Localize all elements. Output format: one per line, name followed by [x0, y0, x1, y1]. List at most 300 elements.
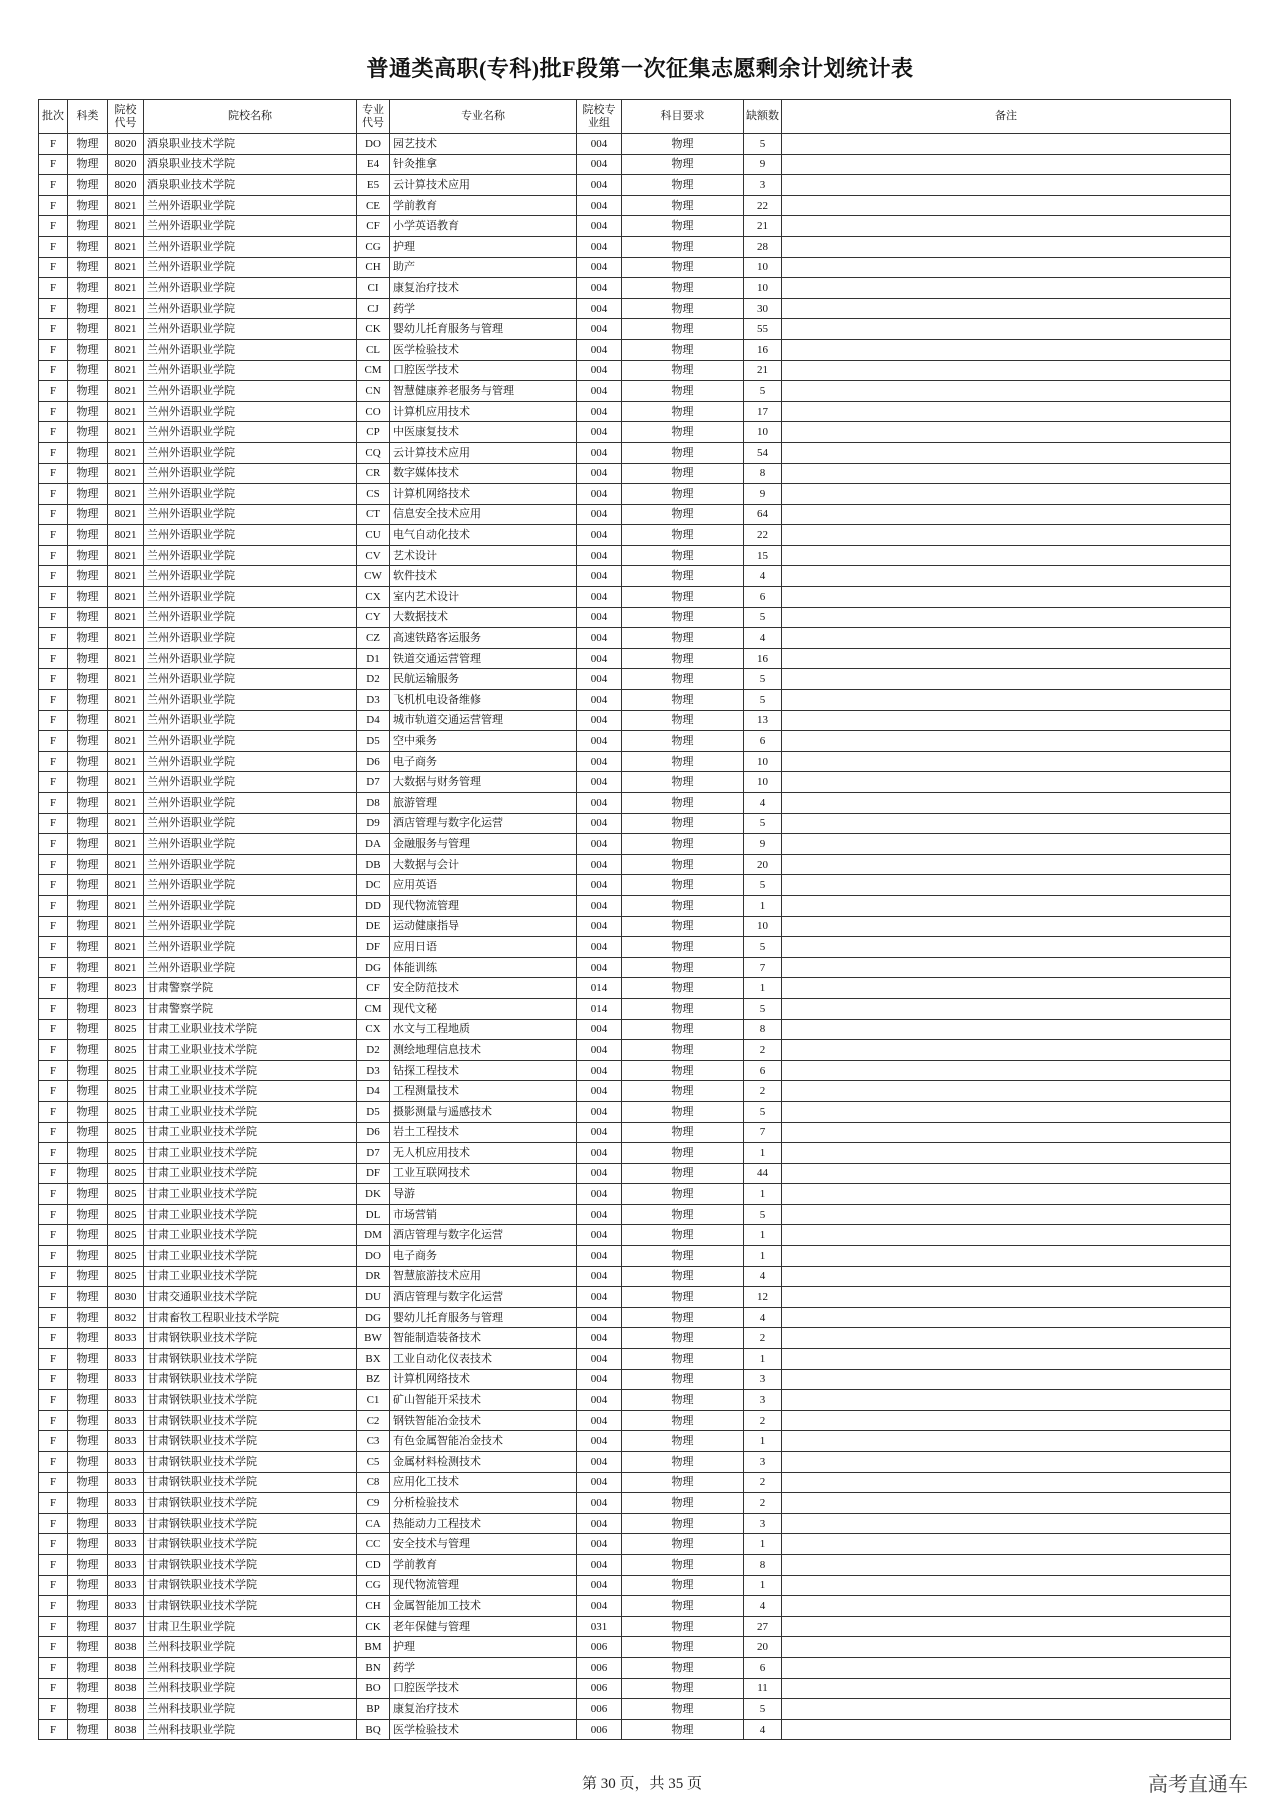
- subject-requirement-cell: 物理: [622, 587, 744, 608]
- school-code-cell: 8033: [108, 1554, 144, 1575]
- subject-category-cell: 物理: [68, 607, 108, 628]
- vacancy-count-cell: 6: [744, 587, 782, 608]
- school-code-cell: 8021: [108, 587, 144, 608]
- major-name-cell: 计算机网络技术: [390, 1369, 577, 1390]
- major-code-cell: CO: [357, 401, 390, 422]
- header-major-code: 专业 代号: [357, 100, 390, 134]
- school-code-cell: 8038: [108, 1678, 144, 1699]
- header-remarks: 备注: [782, 100, 1231, 134]
- school-code-cell: 8021: [108, 895, 144, 916]
- subject-requirement-cell: 物理: [622, 1678, 744, 1699]
- batch-cell: F: [39, 1452, 68, 1473]
- major-group-cell: 004: [577, 1410, 622, 1431]
- major-group-cell: 004: [577, 236, 622, 257]
- subject-requirement-cell: 物理: [622, 895, 744, 916]
- subject-category-cell: 物理: [68, 1534, 108, 1555]
- remarks-cell: [782, 175, 1231, 196]
- major-group-cell: 004: [577, 339, 622, 360]
- batch-cell: F: [39, 731, 68, 752]
- remarks-cell: [782, 1081, 1231, 1102]
- table-row: [39, 504, 1231, 525]
- school-name-cell: 兰州外语职业学院: [144, 813, 357, 834]
- vacancy-count-cell: 64: [744, 504, 782, 525]
- major-group-cell: 004: [577, 813, 622, 834]
- major-group-cell: 004: [577, 751, 622, 772]
- major-code-cell: CD: [357, 1554, 390, 1575]
- school-name-cell: 甘肃钢铁职业技术学院: [144, 1534, 357, 1555]
- subject-category-cell: 物理: [68, 1575, 108, 1596]
- page-number: 第 30 页，共 35 页: [581, 1776, 702, 1792]
- subject-requirement-cell: 物理: [622, 1143, 744, 1164]
- major-group-cell: 004: [577, 216, 622, 237]
- subject-category-cell: 物理: [68, 1101, 108, 1122]
- vacancy-count-cell: 10: [744, 751, 782, 772]
- batch-cell: F: [39, 1287, 68, 1308]
- subject-requirement-cell: 物理: [622, 607, 744, 628]
- major-code-cell: D5: [357, 731, 390, 752]
- major-code-cell: DA: [357, 834, 390, 855]
- vacancy-count-cell: 15: [744, 545, 782, 566]
- remarks-cell: [782, 401, 1231, 422]
- major-group-cell: 004: [577, 1060, 622, 1081]
- subject-category-cell: 物理: [68, 834, 108, 855]
- batch-cell: F: [39, 1390, 68, 1411]
- major-code-cell: CM: [357, 360, 390, 381]
- remarks-cell: [782, 1390, 1231, 1411]
- batch-cell: F: [39, 875, 68, 896]
- vacancy-count-cell: 4: [744, 793, 782, 814]
- school-name-cell: 兰州科技职业学院: [144, 1719, 357, 1740]
- vacancy-count-cell: 8: [744, 463, 782, 484]
- remarks-cell: [782, 216, 1231, 237]
- school-code-cell: 8033: [108, 1513, 144, 1534]
- major-code-cell: CK: [357, 1616, 390, 1637]
- major-code-cell: C8: [357, 1472, 390, 1493]
- school-code-cell: 8020: [108, 154, 144, 175]
- major-name-cell: 计算机应用技术: [390, 401, 577, 422]
- subject-requirement-cell: 物理: [622, 813, 744, 834]
- subject-category-cell: 物理: [68, 1596, 108, 1617]
- major-name-cell: 工程测量技术: [390, 1081, 577, 1102]
- vacancy-count-cell: 3: [744, 1452, 782, 1473]
- major-code-cell: DO: [357, 134, 390, 155]
- header-subject-category: 科类: [68, 100, 108, 134]
- school-code-cell: 8032: [108, 1307, 144, 1328]
- remarks-cell: [782, 1575, 1231, 1596]
- remarks-cell: [782, 1184, 1231, 1205]
- school-name-cell: 兰州外语职业学院: [144, 834, 357, 855]
- subject-requirement-cell: 物理: [622, 957, 744, 978]
- remarks-cell: [782, 690, 1231, 711]
- remarks-cell: [782, 1452, 1231, 1473]
- school-code-cell: 8033: [108, 1534, 144, 1555]
- table-row: [39, 731, 1231, 752]
- table-row: [39, 1431, 1231, 1452]
- table-row: [39, 545, 1231, 566]
- batch-cell: F: [39, 1678, 68, 1699]
- batch-cell: F: [39, 484, 68, 505]
- major-group-cell: 004: [577, 257, 622, 278]
- remarks-cell: [782, 1266, 1231, 1287]
- vacancy-count-cell: 2: [744, 1040, 782, 1061]
- major-name-cell: 城市轨道交通运营管理: [390, 710, 577, 731]
- header-school-name: 院校名称: [144, 100, 357, 134]
- major-group-cell: 004: [577, 1122, 622, 1143]
- school-code-cell: 8025: [108, 1101, 144, 1122]
- vacancy-count-cell: 5: [744, 607, 782, 628]
- table-row: [39, 1637, 1231, 1658]
- batch-cell: F: [39, 1637, 68, 1658]
- major-name-cell: 婴幼儿托育服务与管理: [390, 1307, 577, 1328]
- vacancy-count-cell: 6: [744, 731, 782, 752]
- major-group-cell: 004: [577, 1328, 622, 1349]
- major-group-cell: 014: [577, 998, 622, 1019]
- vacancy-count-cell: 13: [744, 710, 782, 731]
- remarks-cell: [782, 545, 1231, 566]
- subject-category-cell: 物理: [68, 1204, 108, 1225]
- table-row: [39, 381, 1231, 402]
- major-group-cell: 004: [577, 1101, 622, 1122]
- table-row: [39, 1040, 1231, 1061]
- batch-cell: F: [39, 154, 68, 175]
- major-group-cell: 004: [577, 1575, 622, 1596]
- subject-category-cell: 物理: [68, 1019, 108, 1040]
- batch-cell: F: [39, 1493, 68, 1514]
- subject-category-cell: 物理: [68, 978, 108, 999]
- table-row: [39, 525, 1231, 546]
- school-code-cell: 8021: [108, 834, 144, 855]
- major-name-cell: 大数据与会计: [390, 854, 577, 875]
- school-name-cell: 酒泉职业技术学院: [144, 134, 357, 155]
- vacancy-count-cell: 5: [744, 813, 782, 834]
- subject-category-cell: 物理: [68, 1369, 108, 1390]
- remarks-cell: [782, 1287, 1231, 1308]
- batch-cell: F: [39, 1081, 68, 1102]
- table-row: [39, 1575, 1231, 1596]
- major-name-cell: 矿山智能开采技术: [390, 1390, 577, 1411]
- major-code-cell: CA: [357, 1513, 390, 1534]
- table-row: [39, 1019, 1231, 1040]
- subject-requirement-cell: 物理: [622, 1369, 744, 1390]
- school-name-cell: 兰州外语职业学院: [144, 298, 357, 319]
- batch-cell: F: [39, 339, 68, 360]
- batch-cell: F: [39, 545, 68, 566]
- school-name-cell: 兰州外语职业学院: [144, 895, 357, 916]
- remarks-cell: [782, 916, 1231, 937]
- subject-requirement-cell: 物理: [622, 422, 744, 443]
- major-name-cell: 智慧健康养老服务与管理: [390, 381, 577, 402]
- header-batch: 批次: [39, 100, 68, 134]
- batch-cell: F: [39, 381, 68, 402]
- remarks-cell: [782, 566, 1231, 587]
- table-row: [39, 1554, 1231, 1575]
- subject-requirement-cell: 物理: [622, 1431, 744, 1452]
- major-group-cell: 004: [577, 1513, 622, 1534]
- major-code-cell: CU: [357, 525, 390, 546]
- subject-category-cell: 物理: [68, 1493, 108, 1514]
- major-name-cell: 康复治疗技术: [390, 278, 577, 299]
- school-code-cell: 8021: [108, 236, 144, 257]
- major-group-cell: 004: [577, 1431, 622, 1452]
- school-name-cell: 兰州外语职业学院: [144, 731, 357, 752]
- subject-category-cell: 物理: [68, 1452, 108, 1473]
- subject-requirement-cell: 物理: [622, 1328, 744, 1349]
- major-group-cell: 004: [577, 1184, 622, 1205]
- school-code-cell: 8025: [108, 1163, 144, 1184]
- major-code-cell: C2: [357, 1410, 390, 1431]
- batch-cell: F: [39, 607, 68, 628]
- major-name-cell: 安全技术与管理: [390, 1534, 577, 1555]
- vacancy-count-cell: 21: [744, 360, 782, 381]
- table-row: [39, 834, 1231, 855]
- batch-cell: F: [39, 1328, 68, 1349]
- major-code-cell: CJ: [357, 298, 390, 319]
- school-code-cell: 8033: [108, 1575, 144, 1596]
- school-code-cell: 8025: [108, 1184, 144, 1205]
- school-code-cell: 8025: [108, 1143, 144, 1164]
- batch-cell: F: [39, 1657, 68, 1678]
- major-code-cell: D8: [357, 793, 390, 814]
- school-name-cell: 兰州外语职业学院: [144, 463, 357, 484]
- remarks-cell: [782, 957, 1231, 978]
- major-name-cell: 学前教育: [390, 195, 577, 216]
- subject-category-cell: 物理: [68, 1060, 108, 1081]
- batch-cell: F: [39, 236, 68, 257]
- batch-cell: F: [39, 1699, 68, 1720]
- school-code-cell: 8021: [108, 216, 144, 237]
- school-name-cell: 甘肃钢铁职业技术学院: [144, 1513, 357, 1534]
- major-code-cell: CT: [357, 504, 390, 525]
- subject-requirement-cell: 物理: [622, 1534, 744, 1555]
- subject-requirement-cell: 物理: [622, 1596, 744, 1617]
- major-name-cell: 钢铁智能冶金技术: [390, 1410, 577, 1431]
- major-code-cell: CQ: [357, 442, 390, 463]
- school-name-cell: 甘肃工业职业技术学院: [144, 1184, 357, 1205]
- major-name-cell: 测绘地理信息技术: [390, 1040, 577, 1061]
- major-group-cell: 004: [577, 1143, 622, 1164]
- school-code-cell: 8021: [108, 793, 144, 814]
- school-name-cell: 兰州外语职业学院: [144, 916, 357, 937]
- major-code-cell: D5: [357, 1101, 390, 1122]
- school-code-cell: 8021: [108, 957, 144, 978]
- school-code-cell: 8023: [108, 978, 144, 999]
- table-row: [39, 484, 1231, 505]
- batch-cell: F: [39, 854, 68, 875]
- major-name-cell: 旅游管理: [390, 793, 577, 814]
- vacancy-count-cell: 3: [744, 1369, 782, 1390]
- subject-category-cell: 物理: [68, 134, 108, 155]
- major-group-cell: 004: [577, 772, 622, 793]
- subject-category-cell: 物理: [68, 1328, 108, 1349]
- vacancy-count-cell: 30: [744, 298, 782, 319]
- major-group-cell: 006: [577, 1637, 622, 1658]
- school-code-cell: 8033: [108, 1390, 144, 1411]
- subject-category-cell: 物理: [68, 1143, 108, 1164]
- batch-cell: F: [39, 834, 68, 855]
- vacancy-count-cell: 1: [744, 1143, 782, 1164]
- school-name-cell: 甘肃钢铁职业技术学院: [144, 1554, 357, 1575]
- remarks-cell: [782, 257, 1231, 278]
- school-code-cell: 8021: [108, 360, 144, 381]
- major-name-cell: 康复治疗技术: [390, 1699, 577, 1720]
- major-code-cell: CV: [357, 545, 390, 566]
- subject-requirement-cell: 物理: [622, 1266, 744, 1287]
- major-code-cell: C9: [357, 1493, 390, 1514]
- major-code-cell: DU: [357, 1287, 390, 1308]
- vacancy-count-cell: 10: [744, 257, 782, 278]
- major-code-cell: BZ: [357, 1369, 390, 1390]
- major-name-cell: 护理: [390, 236, 577, 257]
- subject-requirement-cell: 物理: [622, 1081, 744, 1102]
- remarks-cell: [782, 1472, 1231, 1493]
- major-group-cell: 004: [577, 1349, 622, 1370]
- remarks-cell: [782, 1596, 1231, 1617]
- school-name-cell: 甘肃钢铁职业技术学院: [144, 1452, 357, 1473]
- table-row: [39, 957, 1231, 978]
- vacancy-count-cell: 11: [744, 1678, 782, 1699]
- school-code-cell: 8020: [108, 134, 144, 155]
- major-group-cell: 004: [577, 1369, 622, 1390]
- major-name-cell: 针灸推拿: [390, 154, 577, 175]
- subject-category-cell: 物理: [68, 793, 108, 814]
- major-code-cell: CG: [357, 236, 390, 257]
- batch-cell: F: [39, 978, 68, 999]
- batch-cell: F: [39, 422, 68, 443]
- major-group-cell: 004: [577, 937, 622, 958]
- school-name-cell: 兰州外语职业学院: [144, 319, 357, 340]
- batch-cell: F: [39, 360, 68, 381]
- school-name-cell: 兰州外语职业学院: [144, 504, 357, 525]
- table-row: [39, 1081, 1231, 1102]
- vacancy-count-cell: 4: [744, 1719, 782, 1740]
- remarks-cell: [782, 463, 1231, 484]
- major-code-cell: D2: [357, 669, 390, 690]
- major-code-cell: DO: [357, 1246, 390, 1267]
- school-name-cell: 兰州外语职业学院: [144, 772, 357, 793]
- vacancy-count-cell: 5: [744, 690, 782, 711]
- vacancy-count-cell: 28: [744, 236, 782, 257]
- batch-cell: F: [39, 587, 68, 608]
- major-name-cell: 老年保健与管理: [390, 1616, 577, 1637]
- major-code-cell: BP: [357, 1699, 390, 1720]
- vacancy-count-cell: 2: [744, 1493, 782, 1514]
- table-row: [39, 1369, 1231, 1390]
- batch-cell: F: [39, 916, 68, 937]
- school-code-cell: 8033: [108, 1431, 144, 1452]
- school-name-cell: 兰州科技职业学院: [144, 1699, 357, 1720]
- subject-category-cell: 物理: [68, 1616, 108, 1637]
- school-name-cell: 兰州外语职业学院: [144, 381, 357, 402]
- school-name-cell: 甘肃钢铁职业技术学院: [144, 1349, 357, 1370]
- major-group-cell: 004: [577, 134, 622, 155]
- remarks-cell: [782, 1101, 1231, 1122]
- subject-requirement-cell: 物理: [622, 504, 744, 525]
- remarks-cell: [782, 339, 1231, 360]
- major-group-cell: 004: [577, 1596, 622, 1617]
- major-name-cell: 现代文秘: [390, 998, 577, 1019]
- major-code-cell: CY: [357, 607, 390, 628]
- major-code-cell: CP: [357, 422, 390, 443]
- vacancy-count-cell: 16: [744, 648, 782, 669]
- table-row: [39, 566, 1231, 587]
- remarks-cell: [782, 937, 1231, 958]
- remarks-cell: [782, 1225, 1231, 1246]
- subject-category-cell: 物理: [68, 339, 108, 360]
- major-name-cell: 铁道交通运营管理: [390, 648, 577, 669]
- vacancy-count-cell: 1: [744, 895, 782, 916]
- subject-category-cell: 物理: [68, 566, 108, 587]
- table-row: [39, 710, 1231, 731]
- remarks-cell: [782, 731, 1231, 752]
- school-code-cell: 8021: [108, 669, 144, 690]
- table-row: [39, 1699, 1231, 1720]
- subject-requirement-cell: 物理: [622, 278, 744, 299]
- table-row: [39, 236, 1231, 257]
- batch-cell: F: [39, 1554, 68, 1575]
- major-group-cell: 006: [577, 1678, 622, 1699]
- subject-category-cell: 物理: [68, 875, 108, 896]
- batch-cell: F: [39, 1143, 68, 1164]
- major-name-cell: 无人机应用技术: [390, 1143, 577, 1164]
- major-code-cell: D4: [357, 710, 390, 731]
- subject-requirement-cell: 物理: [622, 1390, 744, 1411]
- remarks-cell: [782, 504, 1231, 525]
- subject-requirement-cell: 物理: [622, 1472, 744, 1493]
- subject-category-cell: 物理: [68, 772, 108, 793]
- batch-cell: F: [39, 690, 68, 711]
- subject-requirement-cell: 物理: [622, 1657, 744, 1678]
- major-code-cell: CE: [357, 195, 390, 216]
- subject-requirement-cell: 物理: [622, 690, 744, 711]
- major-group-cell: 004: [577, 669, 622, 690]
- major-name-cell: 电气自动化技术: [390, 525, 577, 546]
- vacancy-count-cell: 20: [744, 854, 782, 875]
- subject-category-cell: 物理: [68, 1678, 108, 1699]
- major-group-cell: 004: [577, 628, 622, 649]
- major-name-cell: 大数据与财务管理: [390, 772, 577, 793]
- major-group-cell: 004: [577, 607, 622, 628]
- vacancy-count-cell: 1: [744, 1349, 782, 1370]
- subject-requirement-cell: 物理: [622, 772, 744, 793]
- school-name-cell: 甘肃钢铁职业技术学院: [144, 1410, 357, 1431]
- major-group-cell: 004: [577, 1163, 622, 1184]
- school-code-cell: 8021: [108, 525, 144, 546]
- school-code-cell: 8021: [108, 690, 144, 711]
- school-code-cell: 8021: [108, 257, 144, 278]
- major-code-cell: CW: [357, 566, 390, 587]
- subject-category-cell: 物理: [68, 937, 108, 958]
- subject-requirement-cell: 物理: [622, 916, 744, 937]
- subject-requirement-cell: 物理: [622, 1410, 744, 1431]
- school-name-cell: 甘肃工业职业技术学院: [144, 1060, 357, 1081]
- vacancy-count-cell: 55: [744, 319, 782, 340]
- major-group-cell: 004: [577, 854, 622, 875]
- school-name-cell: 甘肃交通职业技术学院: [144, 1287, 357, 1308]
- subject-category-cell: 物理: [68, 957, 108, 978]
- vacancy-count-cell: 10: [744, 422, 782, 443]
- major-group-cell: 006: [577, 1699, 622, 1720]
- subject-requirement-cell: 物理: [622, 998, 744, 1019]
- batch-cell: F: [39, 195, 68, 216]
- vacancy-count-cell: 3: [744, 1513, 782, 1534]
- vacancy-count-cell: 2: [744, 1328, 782, 1349]
- remarks-cell: [782, 1410, 1231, 1431]
- batch-cell: F: [39, 1163, 68, 1184]
- table-row: [39, 1596, 1231, 1617]
- school-code-cell: 8021: [108, 401, 144, 422]
- subject-category-cell: 物理: [68, 278, 108, 299]
- major-code-cell: C3: [357, 1431, 390, 1452]
